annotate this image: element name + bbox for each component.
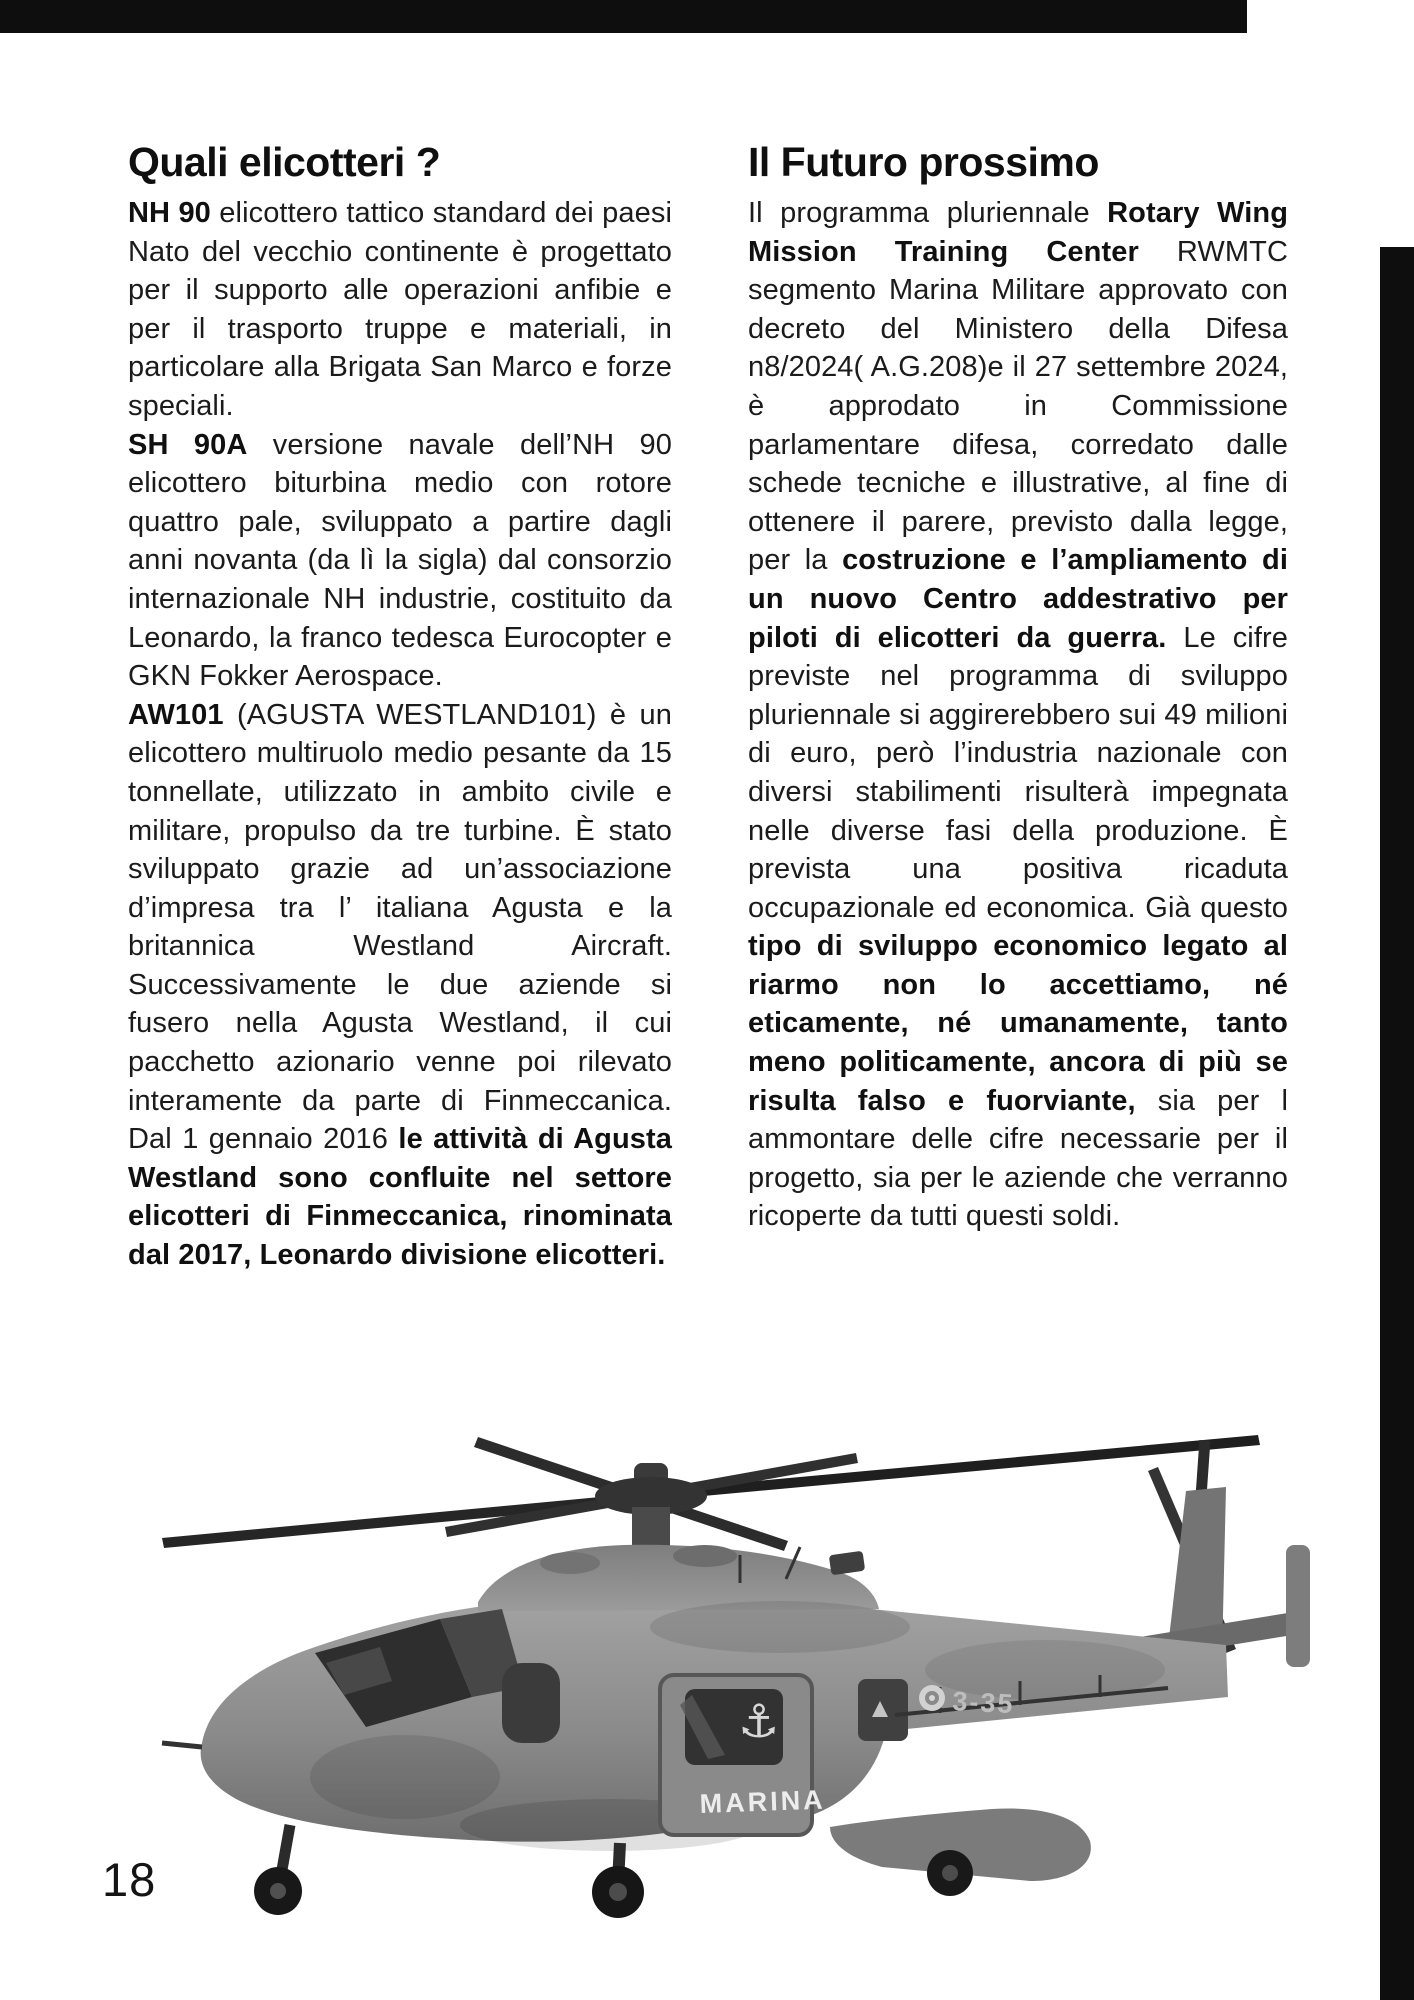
helicopter-photo (140, 1395, 1315, 1920)
marina-marking: MARINA (699, 1784, 827, 1819)
top-border-bar (0, 0, 1247, 33)
article-column-right (748, 138, 1288, 1236)
right-border-bar (1380, 247, 1414, 2000)
main-rotor-blades (162, 1435, 1260, 1551)
paragraph-futuro: Il programma pluriennale Rotary Wing Mission Training Center RWMTC segmento Marina Militare approvato con decreto del Ministero della Difesa n8/2024( A.G.208)e il 27 settembre 2024, è approdato in Commissione parlamentare difesa, corredato dalle schede tecniche e illustrative, al fine di ottenere il parere, previsto dalla legge, per la costruzione e l’ampliamento di un nuovo Centro addestrativo per piloti di elicotteri da guerra. Le cifre previste nel programma di sviluppo pluriennale si aggirerebbero sui 49 milioni di euro, però l’industria nazionale con diversi stabilimenti risulterà impegnata nelle diverse fasi della produzione. È prevista una positiva ricaduta occupazionale ed economica. Già questo tipo di sviluppo economico legato al riarmo non lo accettiamo, né eticamente, né umanamente, tanto meno politicamente, ancora di più se risulta falso e fuorviante, sia per l ammontare delle cifre necessarie per il progetto, sia per le aziende che verranno ricoperte da tutti questi soldi. (748, 197, 1289, 1233)
tail-code: 3-35 (951, 1686, 1016, 1720)
anchor-icon: ⚓ (738, 1695, 780, 1747)
helicopter-illustration (140, 1395, 1315, 1920)
article-column-left (128, 138, 672, 1275)
right-column-heading: Il Futuro prossimo (748, 139, 1099, 185)
paragraph-sh90a: SH 90A versione navale dell’NH 90 elicottero biturbina medio con rotore quattro pale, sviluppato a partire dagli anni novanta (da lì la sigla) dal consorzio internazionale NH industrie, costituito da Leonardo, la franco tedesca Eurocopter e GKN Fokker Aerospace. (128, 428, 672, 693)
paragraph-nh90: NH 90 elicottero tattico standard dei paesi Nato del vecchio continente è progettato per il supporto alle operazioni anfibie e per il trasporto truppe e materiali, in particolare alla Brigata San Marco e forze speciali. (128, 197, 673, 422)
page-number: 18 (102, 1853, 157, 1906)
left-column-heading: Quali elicotteri ? (128, 139, 441, 185)
paragraph-aw101: AW101 (AGUSTA WESTLAND101) è un elicottero multiruolo medio pesante da 15 tonnellate, utilizzato in ambito civile e militare, propulso da tre turbine. È stato sviluppato grazie ad un’associazione d’impresa tra l’ italiana Agusta e la britannica Westland Aircraft. Successivamente le due aziende si fusero nella Agusta Westland, il cui pacchetto azionario venne poi rilevato interamente da parte di Finmeccanica. Dal 1 gennaio 2016 le attività di Agusta Westland sono confluite nel settore elicotteri di Finmeccanica, rinominata dal 2017, Leonardo divisione elicotteri. (128, 698, 672, 1272)
